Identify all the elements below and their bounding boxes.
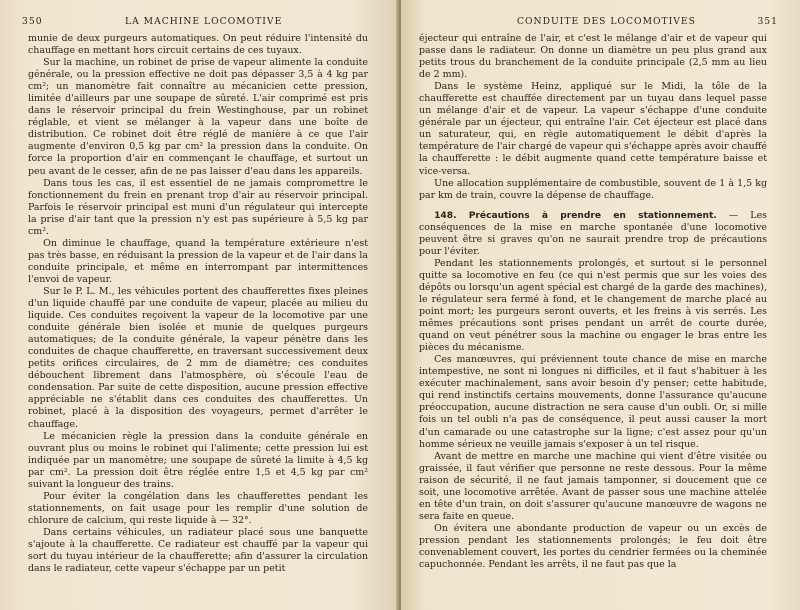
paragraph: Dans le système Heinz, appliqué sur le Midi, la tôle de la chaufferette est chauffée directement par un tuyau dans lequel passe un mélange d'air et de vapeur. La vapeur s'échappe d'une conduite générale par un éjecteur, qui entraîne l'air. Cet éjecteur est placé dans un saturateur, qui, en règle automatiquement le débit d'après la température de l'air chargé de vapeur qui s'échappe après avoir chauffé la chaufferette : le débit augmente quand cette température baisse et vice-versa. (419, 81, 767, 177)
left-page (0, 0, 399, 610)
paragraph: Sur la machine, un robinet de prise de vapeur alimente la conduite générale, ou la pression effective ne doit pas dépasser 3,5 à 4 kg par cm²; un manomètre fait connaître au mécanicien cette pression, limitée d'ailleurs par une soupape de sûreté. L'air comprimé est pris dans le réservoir principal du frein Westinghouse, par un robinet réglable, et vient se mélanger à la vapeur dans une boîte de distribution. Ce robinet doit être réglé de manière à ce que l'air augmente d'environ 0,5 kg par cm² la pression dans la conduite. On force la proportion d'air en commençant le chauffage, et surtout un peu avant de le cesser, afin de ne pas laisser d'eau dans les appareils. (28, 57, 368, 177)
page-number: 350 (22, 16, 43, 27)
paragraph: Dans tous les cas, il est essentiel de ne jamais compromettre le fonctionnement du frein en prenant trop d'air au réservoir principal. Parfois le réservoir principal est muni d'un régulateur qui intercepte la prise d'air tant que la pression n'y est pas supérieure à 5,5 kg par cm². (28, 177, 368, 237)
paragraph: Dans certains véhicules, un radiateur placé sous une banquette s'ajoute à la chaufferette. Ce radiateur est chauffé par la vapeur qui sort du tuyau intérieur de la chaufferette; afin d'assurer la circulation dans le radiateur, cette vapeur s'échappe par un petit (28, 526, 368, 575)
text-column (28, 33, 368, 575)
paragraph: Avant de mettre en marche une machine qui vient d'être visitée ou graissée, il faut vérifier que personne ne reste dessous. Pour la même raison de sécurité, il ne faut jamais tamponner, si doucement que ce soit, une locomotive arrêtée. Avant de passer sous une machine attelée en tête d'un train, on doit s'assurer qu'aucune manœuvre de wagons ne sera faite en queue. (419, 450, 767, 522)
running-head: CONDUITE DES LOCOMOTIVES (517, 16, 696, 27)
running-head: LA MACHINE LOCOMOTIVE (125, 16, 283, 27)
section-paragraph (419, 210, 767, 258)
paragraph: Pendant les stationnements prolongés, et surtout si le personnel quitte sa locomotive en feu (ce qui n'est permis que sur les voies des dépôts ou lorsqu'un agent spécial est chargé de la garde des machines), le régulateur sera fermé à fond, et le changement de marche placé au point mort; les purgeurs seront ouverts, et les freins à vis serrés. Les mêmes précautions sont prises pendant un arrêt de courte durée, quand on veut pénétrer sous la machine ou engager le bras entre les pièces du mécanisme. (419, 257, 767, 354)
section-heading: 148. Précautions à prendre en stationnement. (434, 210, 717, 221)
paragraph: Le mécanicien règle la pression dans la conduite générale en ouvrant plus ou moins le robinet qui l'alimente; cette pression lui est indiquée par un manomètre; une soupape de sûreté la limite à 4,5 kg par cm². La pression doit être réglée entre 1,5 et 4,5 kg par cm² suivant la longueur des trains. (28, 430, 368, 490)
text-column (419, 33, 767, 571)
paragraph: On diminue le chauffage, quand la température extérieure n'est pas très basse, en réduisant la pression de la vapeur et de l'air dans la conduite principale, et même en interrompant par intermittences l'envoi de vapeur. (28, 237, 368, 285)
right-page (401, 0, 800, 610)
paragraph: Une allocation supplémentaire de combustible, souvent de 1 à 1,5 kg par km de train, couvre la dépense de chauffage. (419, 177, 767, 201)
paragraph: munie de deux purgeurs automatiques. On peut réduire l'intensité du chauffage en mettant hors circuit certains de ces tuyaux. (28, 33, 368, 57)
paragraph: Sur le P. L. M., les véhicules portent des chaufferettes fixes pleines d'un liquide chauffé par une conduite de vapeur, placée au milieu du liquide. Ces conduites reçoivent la vapeur de la locomotive par une conduite générale bien isolée et munie de quelques purgeurs automatiques; de la conduite générale, la vapeur pénètre dans les conduites de chaque chaufferette, en traversant successivement deux petits orifices circulaires, de 2 mm de diamètre; ces conduites débouchent librement dans l'atmosphère, où s'écoule l'eau de condensation. Par suite de cette disposition, aucune pression effective appréciable ne s'établit dans ces conduites des chaufferettes. Un robinet, placé à la disposition des voyageurs, permet d'arrêter le chauffage. (28, 285, 368, 430)
paragraph: éjecteur qui entraîne de l'air, et c'est le mélange d'air et de vapeur qui passe dans le radiateur. On donne un diamètre un peu plus grand aux petits trous du branchement de la conduite principale (2,5 mm au lieu de 2 mm). (419, 33, 767, 81)
paragraph: Pour éviter la congélation dans les chaufferettes pendant les stationnements, on fait usage pour les remplir d'une solution de chlorure de calcium, qui reste liquide à — 32°. (28, 490, 368, 526)
page-number: 351 (757, 16, 778, 27)
section-intro: — Les conséquences de la mise en marche spontanée d'une locomotive peuvent être si graves qu'on ne saurait prendre trop de précautions pour l'éviter. (419, 209, 767, 257)
paragraph: On évitera une abondante production de vapeur ou un excès de pression pendant les stationnements prolongés; le feu doit être convenablement couvert, les portes du cendrier fermées ou la cheminée capuchonnée. Pendant les arrêts, il ne faut pas que la (419, 522, 767, 571)
paragraph: Ces manœuvres, qui préviennent toute chance de mise en marche intempestive, ne sont ni longues ni difficiles, et il faut s'habituer à les exécuter machinalement, sans avoir besoin d'y penser; cette habitude, qui rend instinctifs certains mouvements, donne l'assurance qu'aucune préoccupation, aucune distraction ne sera cause d'un oubli. Or, si mille fois un tel oubli n'a pas de conséquence, il peut aussi causer la mort d'un camarade ou une catastrophe sur la ligne; c'est assez pour qu'un homme sérieux ne veuille jamais s'exposer à un tel risque. (419, 354, 767, 450)
